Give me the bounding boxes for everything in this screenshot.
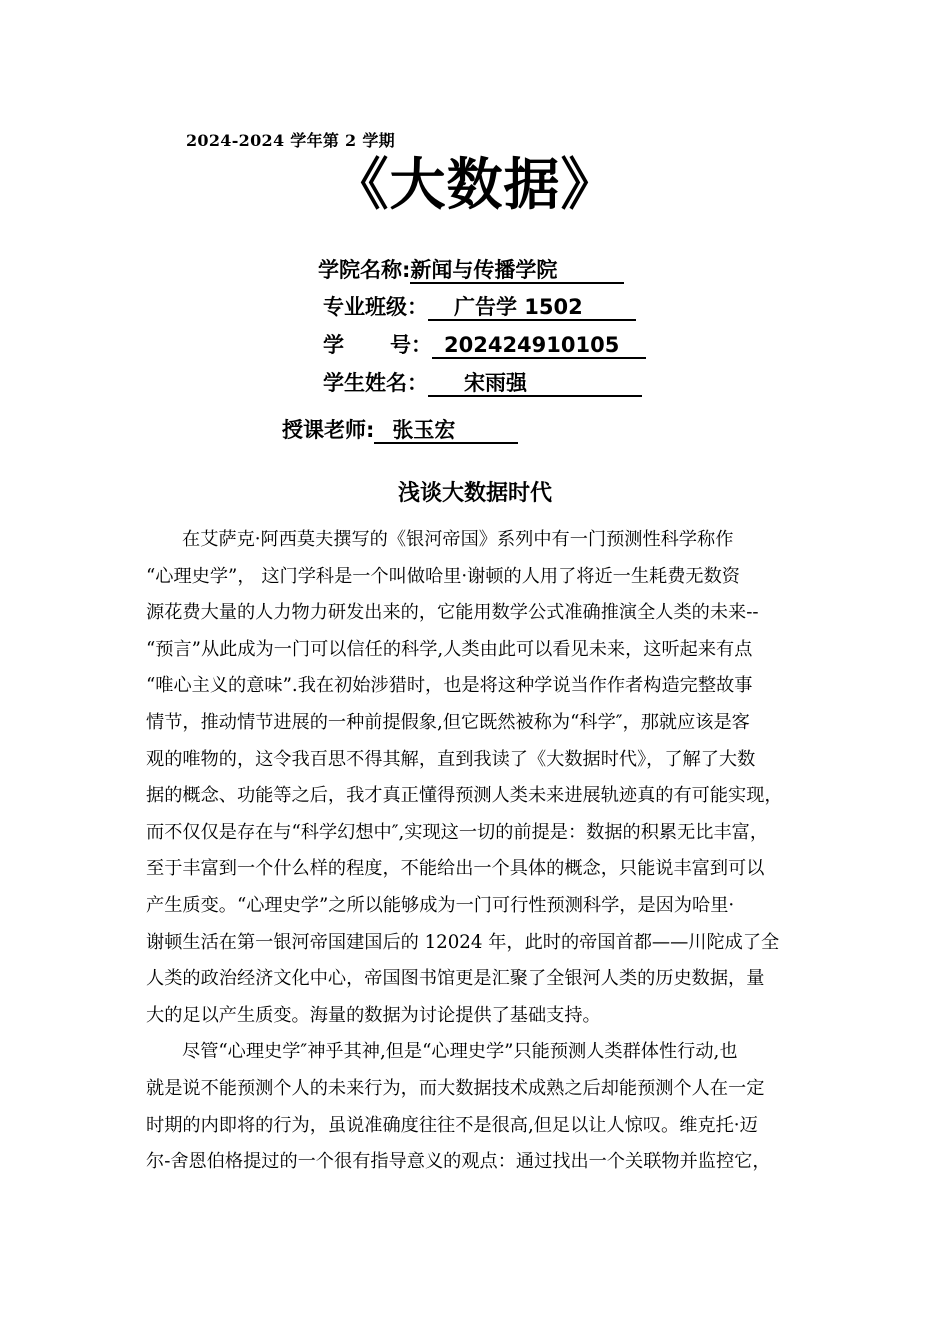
paragraph-line: 人类的政治经济文化中心，帝国图书馆更是汇聚了全银河人类的历史数据，量 [146,968,765,990]
student-id-value: 202424910105 [432,333,646,359]
paragraph-line: “唯心主义的意味”.我在初始涉猎时，也是将这种学说当作作者构造完整故事 [146,675,753,697]
paragraph-line: 在艾萨克·阿西莫夫撰写的《银河帝国》系列中有一门预测性科学称作 [182,529,734,550]
paragraph-line: “心理史学”， 这门学科是一个叫做哈里·谢顿的人用了将近一生耗费无数资 [146,565,740,587]
college-label: 学院名称: [318,258,411,282]
teacher-label: 授课老师: [282,418,375,442]
paragraph-line: 尽管“心理史学″神乎其神,但是“心理史学”只能预测人类群体性行动,也 [182,1041,738,1063]
student-id-row [323,329,646,359]
term-label: 2024-2024 学年第 2 学期 [186,131,395,150]
student-id-label-b: 号： [390,333,432,357]
teacher-value: 张玉宏 [374,418,518,444]
document-title: 《大数据》 [332,153,618,218]
student-id-label-a: 学 [323,333,344,357]
paragraph-line: 就是说不能预测个人的未来行为，而大数据技术成熟之后却能预测个人在一定 [146,1077,765,1099]
college-value: 新闻与传播学院 [410,258,624,284]
paragraph-line: 情节，推动情节进展的一种前提假象,但它既然被称为“科学″，那就应该是客 [146,711,750,733]
major-label: 专业班级： [323,295,428,319]
student-name-value: 宋雨强 [428,371,642,397]
major-row [323,291,636,321]
article-body [146,522,806,1181]
paragraph-line: 时期的内即将的行为，虽说准确度往往不是很高,但足以让人惊叹。维克托·迈 [146,1114,758,1136]
teacher-row [282,414,518,444]
paragraph-line: 观的唯物的，这令我百思不得其解，直到我读了《大数据时代》，了解了大数 [146,748,756,770]
paragraph-line: 谢顿生活在第一银河帝国建国后的 12024 年，此时的帝国首都——川陀成了全 [146,931,780,953]
student-name-row [323,367,642,397]
paragraph-line: 尔-舍恩伯格提过的一个很有指导意义的观点：通过找出一个关联物并监控它， [146,1151,771,1173]
student-name-label: 学生姓名： [323,371,428,395]
major-value: 广告学 1502 [428,295,636,321]
college-row [318,254,624,284]
paragraph-line: 据的概念、功能等之后，我才真正懂得预测人类未来进展轨迹真的有可能实现， [146,785,783,807]
paragraph-line: 至于丰富到一个什么样的程度，不能给出一个具体的概念，只能说丰富到可以 [146,858,765,880]
paragraph-line: 而不仅仅是存在与“科学幻想中″,实现这一切的前提是：数据的积累无比丰富， [146,821,769,843]
article-title: 浅谈大数据时代 [397,481,552,506]
paragraph-line: 产生质变。“心理史学”之所以能够成为一门可行性预测科学，是因为哈里· [146,894,735,916]
paragraph-line: 大的足以产生质变。海量的数据为讨论提供了基础支持。 [146,1004,601,1026]
paragraph-line: “预言”从此成为一门可以信任的科学,人类由此可以看见未来，这听起来有点 [146,638,753,660]
paragraph-line: 源花费大量的人力物力研发出来的，它能用数学公式准确推演全人类的未来-- [146,602,759,624]
